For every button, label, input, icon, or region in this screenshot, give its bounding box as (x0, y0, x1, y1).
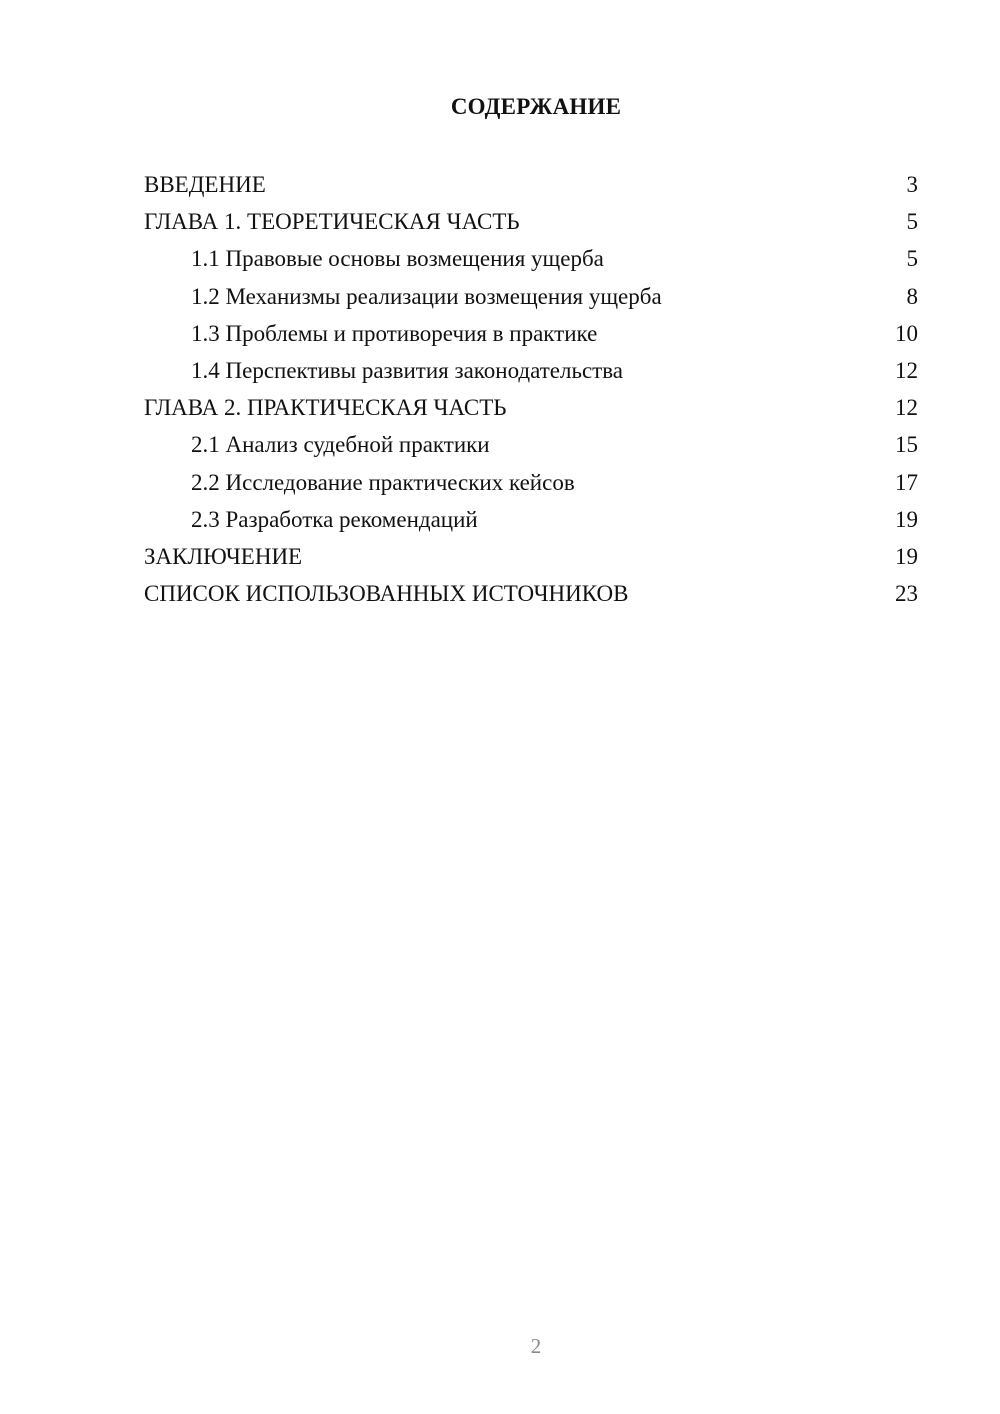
toc-entry-page: 8 (906, 283, 918, 309)
toc-entry-page: 12 (895, 395, 918, 421)
toc-entry-page: 5 (906, 246, 918, 272)
toc-entry-page: 17 (895, 469, 918, 495)
toc-entry-chapter-2[interactable] (144, 389, 918, 426)
toc-entry-label: 2.3 Разработка рекомендаций (191, 506, 478, 532)
toc-entry-page: 12 (895, 357, 918, 383)
toc-entry-references[interactable] (144, 575, 918, 612)
page-title: СОДЕРЖАНИЕ (450, 94, 622, 119)
toc-entry-label: 2.2 Исследование практических кейсов (191, 469, 575, 495)
toc-entry-label: ГЛАВА 2. ПРАКТИЧЕСКАЯ ЧАСТЬ (144, 395, 507, 421)
toc-entry-section-2-2[interactable] (144, 464, 918, 501)
toc-entry-chapter-1[interactable] (144, 203, 918, 240)
toc-entry-section-2-1[interactable] (144, 426, 918, 463)
toc-entry-label: 1.2 Механизмы реализации возмещения ущерба (191, 283, 662, 309)
toc-entry-label: 2.1 Анализ судебной практики (191, 432, 490, 458)
toc-entry-page: 5 (906, 209, 918, 235)
toc-entry-page: 3 (906, 172, 918, 197)
toc-entry-section-2-3[interactable] (144, 501, 918, 538)
toc-entry-page: 23 (895, 581, 918, 607)
toc-entry-conclusion[interactable] (144, 538, 918, 575)
toc-entry-page: 19 (895, 506, 918, 532)
toc-entry-label: ЗАКЛЮЧЕНИЕ (144, 543, 303, 569)
toc-entry-label: 1.1 Правовые основы возмещения ущерба (191, 246, 604, 272)
toc-entry-section-1-4[interactable] (144, 352, 918, 389)
toc-entry-label: 1.4 Перспективы развития законодательства (191, 357, 624, 383)
toc-entry-label: ВВЕДЕНИЕ (144, 172, 266, 197)
toc-entry-introduction[interactable] (144, 166, 918, 203)
toc-entry-label: СПИСОК ИСПОЛЬЗОВАННЫХ ИСТОЧНИКОВ (144, 581, 629, 607)
toc-entry-page: 15 (895, 432, 918, 458)
toc-entry-section-1-1[interactable] (144, 240, 918, 277)
page-number: 2 (530, 1334, 542, 1358)
toc-entry-page: 19 (895, 543, 918, 569)
toc-entry-section-1-3[interactable] (144, 315, 918, 352)
toc-entry-page: 10 (895, 320, 918, 346)
table-of-contents (144, 166, 918, 612)
toc-entry-section-1-2[interactable] (144, 278, 918, 315)
toc-entry-label: 1.3 Проблемы и противоречия в практике (191, 320, 598, 346)
toc-entry-label: ГЛАВА 1. ТЕОРЕТИЧЕСКАЯ ЧАСТЬ (144, 209, 520, 235)
